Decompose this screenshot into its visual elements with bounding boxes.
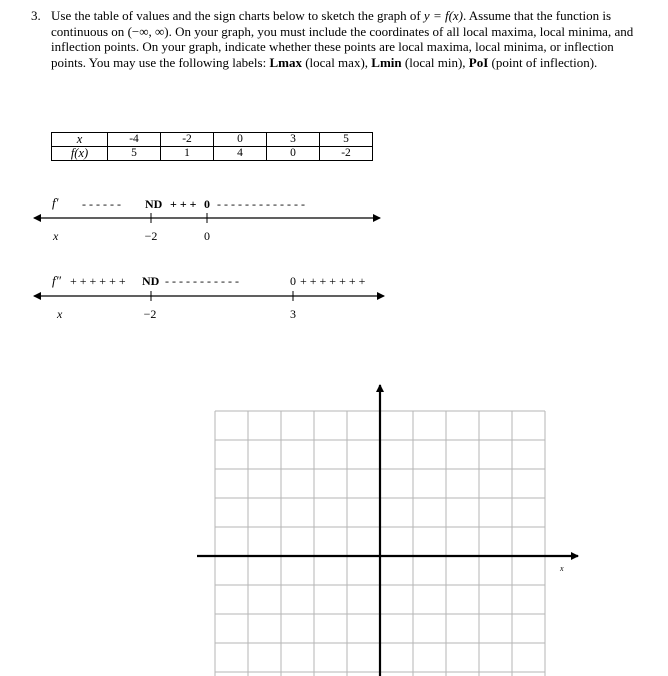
fprime-axis-var: x [53, 229, 59, 243]
fdoubleprime-negative: - - - - - - - - - - - [165, 274, 239, 288]
fprime-zero: 0 [204, 197, 210, 211]
poi-description: (point of inflection). [488, 54, 598, 70]
label-poi: PoI [468, 54, 489, 70]
table-cell: 4 [214, 147, 267, 161]
question-part3: . On your graph, you must include the coordinates of all local maxima, local minima, and inflection points. On your graph, indicate whether these points are local maxima, local minima, or inflection points. You may use the following labels: [51, 23, 634, 70]
table-cell: -2 [161, 133, 214, 147]
table-cell: 3 [267, 133, 320, 147]
fprime-label: f′ [52, 195, 59, 210]
fdoubleprime-tick-label-b: 3 [290, 307, 296, 321]
question-number: 3. [31, 8, 41, 23]
fdoubleprime-label: f″ [52, 273, 62, 288]
interval: (−∞, ∞) [127, 23, 169, 39]
lmin-description: (local min), [401, 54, 469, 70]
fprime-tick-label-a: −2 [144, 229, 158, 243]
fdoubleprime-axis-var: x [57, 307, 63, 321]
table-cell: 0 [267, 147, 320, 161]
fprime-positive: + + + [170, 197, 197, 211]
fdoubleprime-nd: ND [142, 274, 160, 288]
equation-y-equals-fx: y = f(x) [423, 8, 464, 23]
question-part2: . Assume that the function is continuous on [51, 8, 612, 39]
graph-x-axis-label: x [560, 564, 564, 573]
question-part1: Use the table of values and the sign charts below to sketch the graph of [51, 8, 424, 23]
table-cell: -2 [320, 147, 373, 161]
fprime-tick-label-b: 0 [204, 229, 210, 243]
fdoubleprime-zero: 0 [290, 274, 296, 288]
table-cell: 5 [108, 147, 161, 161]
lmax-description: (local max), [301, 54, 372, 70]
second-derivative-chart [34, 273, 384, 321]
table-cell: 1 [161, 147, 214, 161]
table-header-fx: f(x) [52, 147, 108, 161]
fdoubleprime-tick-label-a: −2 [143, 307, 157, 321]
label-lmin: Lmin [371, 54, 402, 70]
fdoubleprime-positive-right: + + + + + + + [300, 274, 366, 288]
fprime-negative-right: - - - - - - - - - - - - - [217, 197, 305, 211]
table-cell: -4 [108, 133, 161, 147]
graph-grid [197, 385, 578, 676]
fprime-nd: ND [145, 197, 163, 211]
first-derivative-chart [34, 195, 380, 243]
fdoubleprime-positive-left: + + + + + + [70, 274, 126, 288]
label-lmax: Lmax [269, 54, 302, 70]
fprime-negative-left: - - - - - - [82, 197, 121, 211]
table-cell: 0 [214, 133, 267, 147]
table-cell: 5 [320, 133, 373, 147]
table-header-x: x [52, 133, 108, 147]
